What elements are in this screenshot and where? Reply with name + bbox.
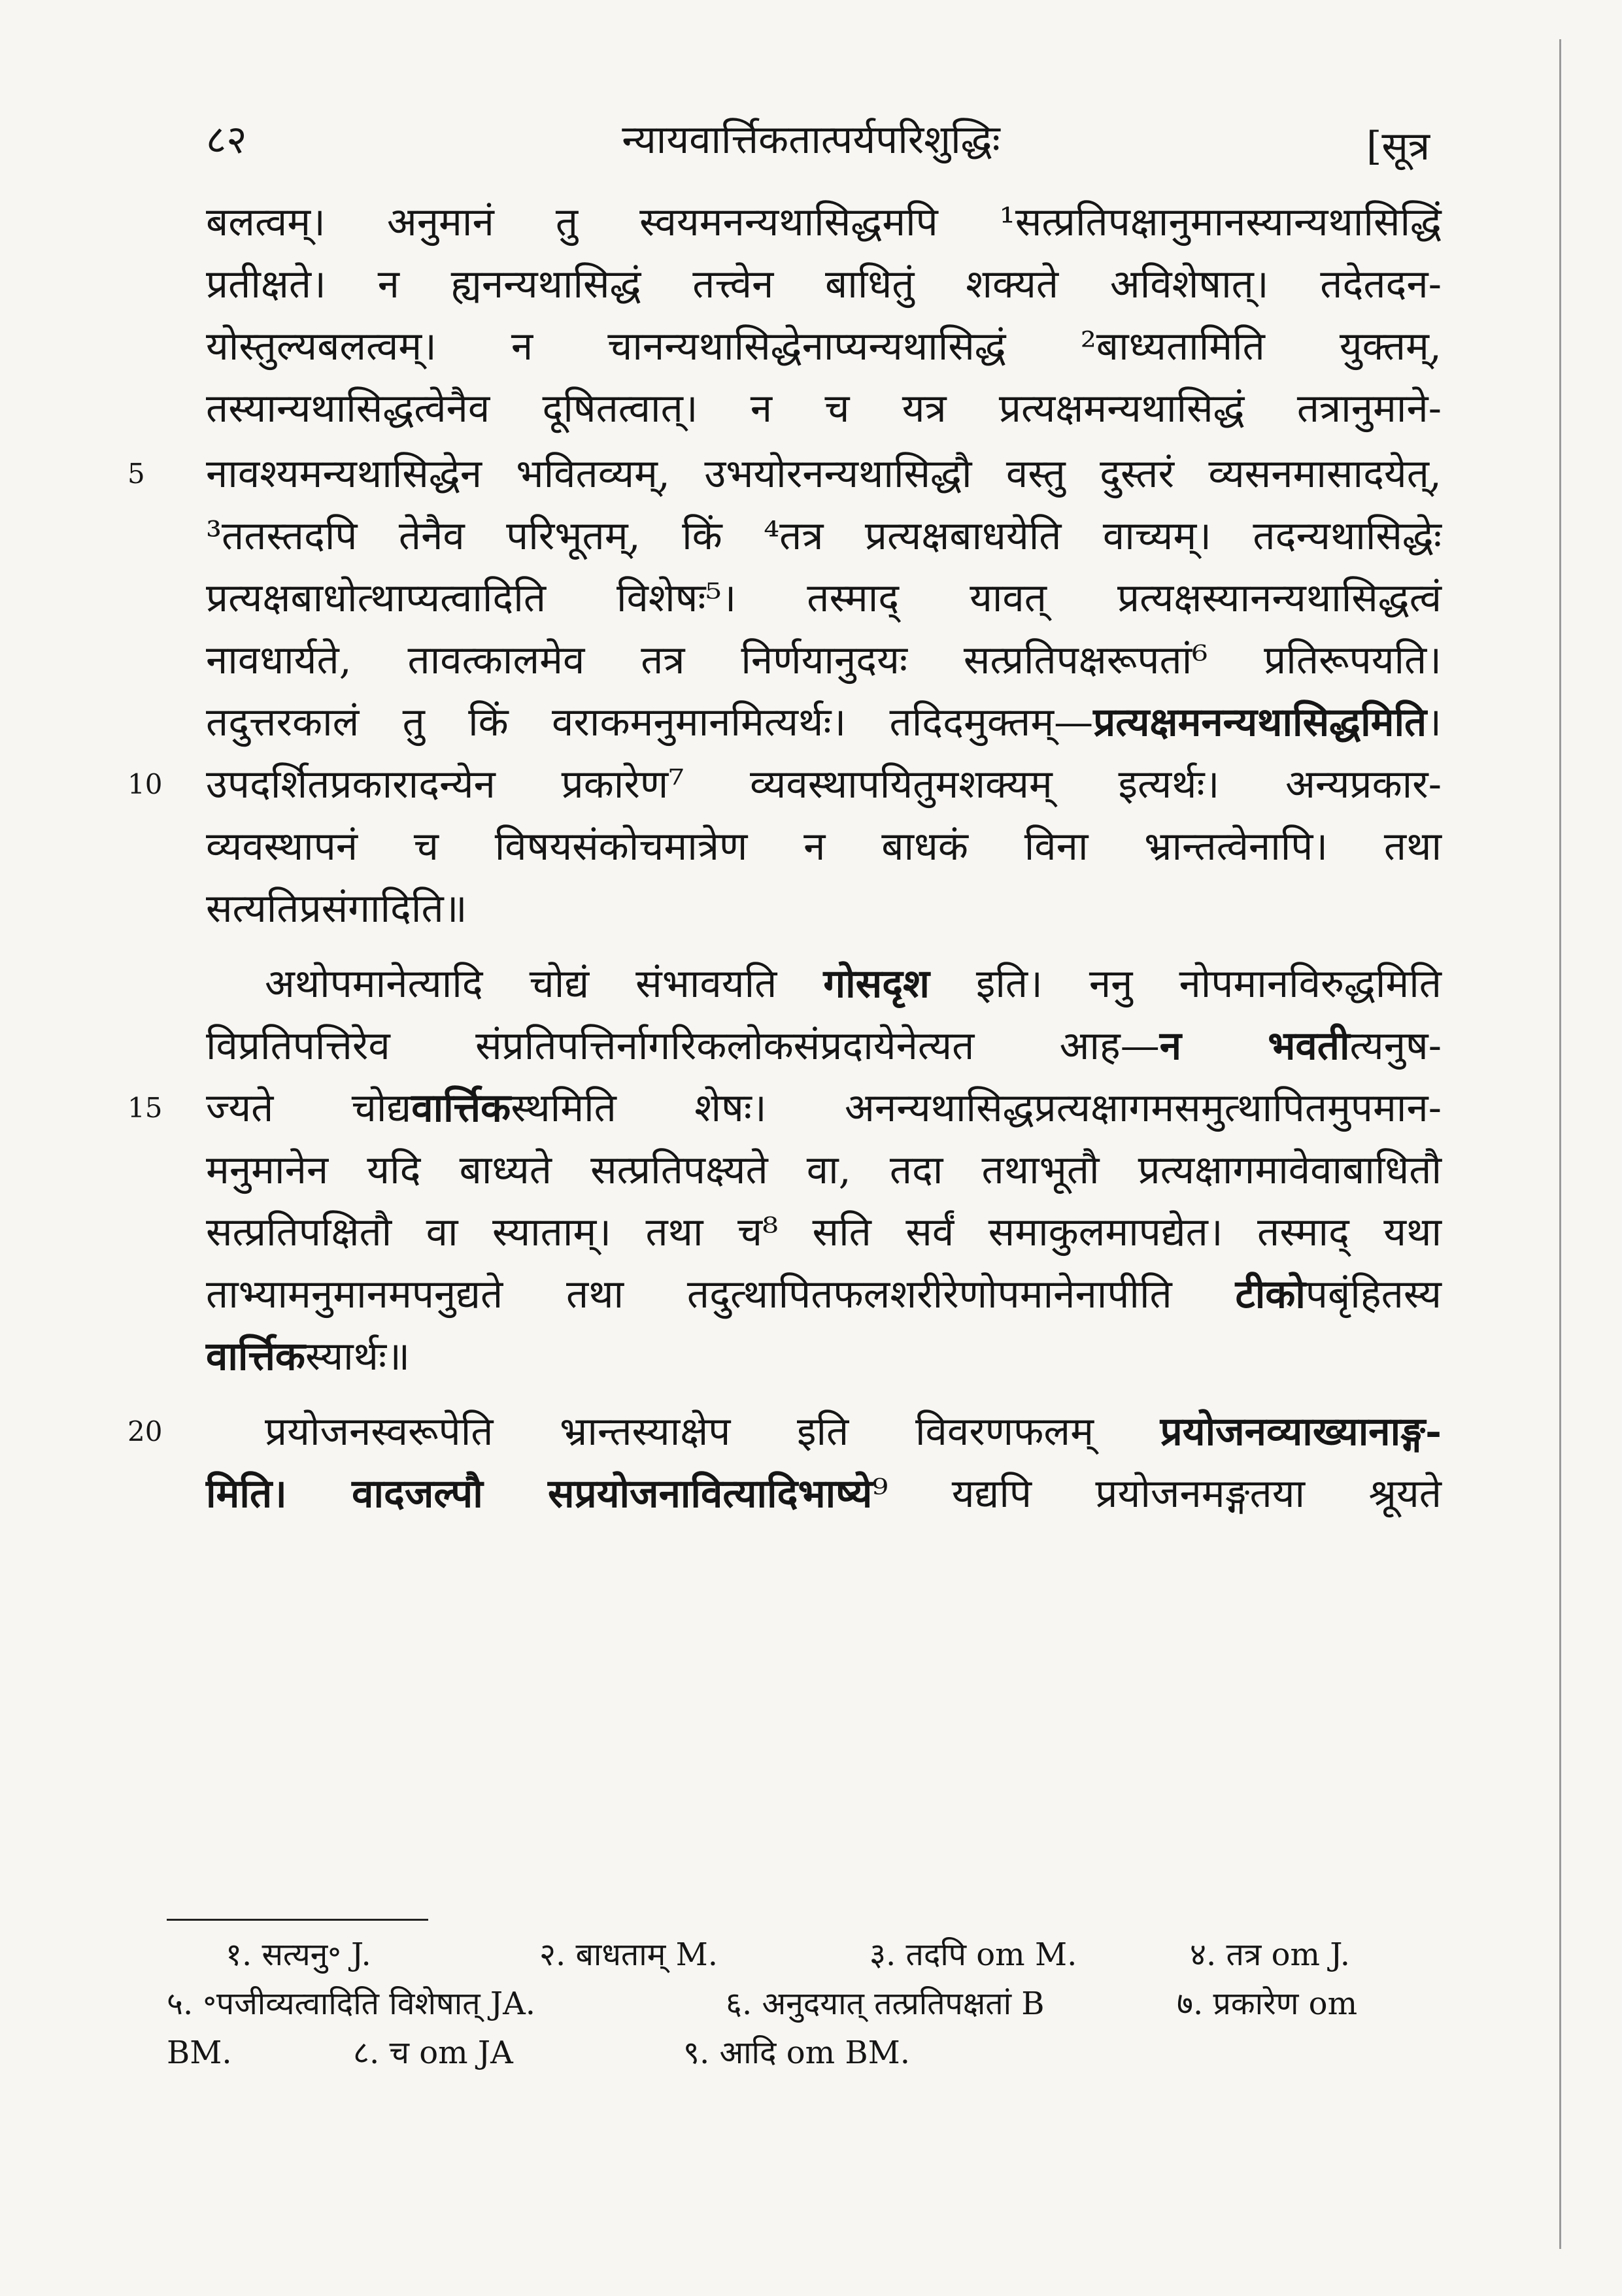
section-tag: [सूत्र	[1366, 124, 1430, 169]
line-number: 15	[127, 1092, 163, 1124]
scan-margin-line	[1559, 39, 1561, 2249]
bold-quote: गोसदृश	[823, 961, 930, 1007]
line-number: 10	[127, 768, 163, 800]
footnote: ५. ॰पजीव्यत्वादिति विशेषात् JA.	[167, 1985, 536, 2022]
text-line: उपदर्शितप्रकारादन्येन प्रकारेण⁷ व्यवस्थापयितुमशक्यम् इत्यर्थः। अन्यप्रकार-	[206, 762, 1442, 807]
text-line: मिति। वादजल्पौ सप्रयोजनावित्यादिभाष्ये⁹ यद्यपि प्रयोजनमङ्गतया श्रूयते	[206, 1471, 1442, 1517]
text-line: सत्प्रतिपक्षितौ वा स्याताम्। तथा च⁸ सति सर्वं समाकुलमापद्येत। तस्माद् यथा	[206, 1209, 1442, 1255]
running-title: न्यायवार्त्तिकतात्पर्यपरिशुद्धिः	[622, 117, 1000, 163]
text-line: व्यवस्थापनं च विषयसंकोचमात्रेण न बाधकं विना भ्रान्तत्वेनापि। तथा	[206, 824, 1442, 869]
text-line: ताभ्यामनुमानमपनुद्यते तथा तदुत्थापितफलशरीरेणोपमानेनापीति टीकोपबृंहितस्य	[206, 1272, 1442, 1317]
footnote: १. सत्यनु॰ J.	[226, 1936, 371, 1973]
text-line: मनुमानेन यदि बाध्यते सत्प्रतिपक्ष्यते वा, तदा तथाभूतौ प्रत्यक्षागमावेवाबाधितौ	[206, 1147, 1442, 1193]
bold-quote: न भवती	[1159, 1023, 1350, 1069]
text-line: नावधार्यते, तावत्कालमेव तत्र निर्णयानुदयः सत्प्रतिपक्षरूपतां⁶ प्रतिरूपयति।	[206, 637, 1442, 683]
text-line: प्रतीक्षते। न ह्यनन्यथासिद्धं तत्त्वेन बाधितुं शक्यते अविशेषात्। तदेतदन-	[206, 262, 1442, 307]
bold-quote: वार्त्तिक	[411, 1085, 511, 1131]
bold-quote: टीको	[1235, 1272, 1306, 1317]
footnote: ३. तदपि om M.	[870, 1936, 1077, 1973]
page-number: ८२	[206, 117, 247, 163]
footnote: ८. च om JA	[353, 2034, 513, 2071]
footnote: BM.	[167, 2034, 232, 2071]
text-line: तदुत्तरकालं तु किं वराकमनुमानमित्यर्थः। तदिदमुक्तम्—प्रत्यक्षमनन्यथासिद्धमिति।	[206, 700, 1442, 745]
bold-quote: प्रयोजनव्याख्यानाङ्ग-	[1160, 1409, 1442, 1455]
text-line: तस्यान्यथासिद्धत्वेनैव दूषितत्वात्। न च यत्र प्रत्यक्षमन्यथासिद्धं तत्रानुमाने-	[206, 386, 1442, 431]
footnote-divider	[167, 1919, 428, 1921]
text-line: नावश्यमन्यथासिद्धेन भवितव्यम्, उभयोरनन्यथासिद्धौ वस्तु दुस्तरं व्यसनमासादयेत्,	[206, 451, 1442, 497]
bold-quote: वार्त्तिक	[206, 1334, 305, 1379]
footnote: २. बाधताम् M.	[539, 1936, 718, 1973]
text-line: विप्रतिपत्तिरेव संप्रतिपत्तिर्नागरिकलोकसंप्रदायेनेत्यत आह—न भवतीत्यनुष-	[206, 1023, 1442, 1069]
text-line: ज्यते चोद्यवार्त्तिकस्थमिति शेषः। अनन्यथासिद्धप्रत्यक्षागमसमुत्थापितमुपमान-	[206, 1085, 1442, 1131]
line-number: 20	[127, 1415, 163, 1447]
text-line: बलत्वम्। अनुमानं तु स्वयमनन्यथासिद्धमपि ¹सत्प्रतिपक्षानुमानस्यान्यथासिद्धिं	[206, 199, 1442, 245]
text-line: प्रयोजनस्वरूपेति भ्रान्तस्याक्षेप इति विवरणफलम् प्रयोजनव्याख्यानाङ्ग-	[265, 1409, 1442, 1455]
text-line: प्रत्यक्षबाधोत्थाप्यत्वादिति विशेषः⁵। तस्माद् यावत् प्रत्यक्षस्यानन्यथासिद्धत्वं	[206, 575, 1442, 621]
text-line: वार्त्तिकस्यार्थः॥	[206, 1334, 411, 1379]
bold-quote: प्रत्यक्षमनन्यथासिद्धमिति	[1093, 700, 1427, 745]
page-header	[0, 105, 1622, 177]
text-line: सत्यतिप्रसंगादिति॥	[206, 886, 467, 932]
bold-quote: मिति। वादजल्पौ सप्रयोजनावित्यादिभाष्ये	[206, 1471, 873, 1517]
footnote: ७. प्रकारेण om	[1177, 1985, 1358, 2022]
text-line: योस्तुल्यबलत्वम्। न चानन्यथासिद्धेनाप्यन्यथासिद्धं ²बाध्यतामिति युक्तम्,	[206, 324, 1442, 369]
text-line: अथोपमानेत्यादि चोद्यं संभावयति गोसदृश इति। ननु नोपमानविरुद्धमिति	[265, 961, 1442, 1007]
footnote: ९. आदि om BM.	[683, 2034, 911, 2071]
line-number: 5	[127, 458, 145, 490]
text-line: ³ततस्तदपि तेनैव परिभूतम्, किं ⁴तत्र प्रत्यक्षबाधयेति वाच्यम्। तदन्यथासिद्धेः	[206, 513, 1442, 559]
footnote: ४. तत्र om J.	[1190, 1936, 1351, 1973]
footnote: ६. अनुदयात् तत्प्रतिपक्षतां B	[726, 1985, 1045, 2022]
